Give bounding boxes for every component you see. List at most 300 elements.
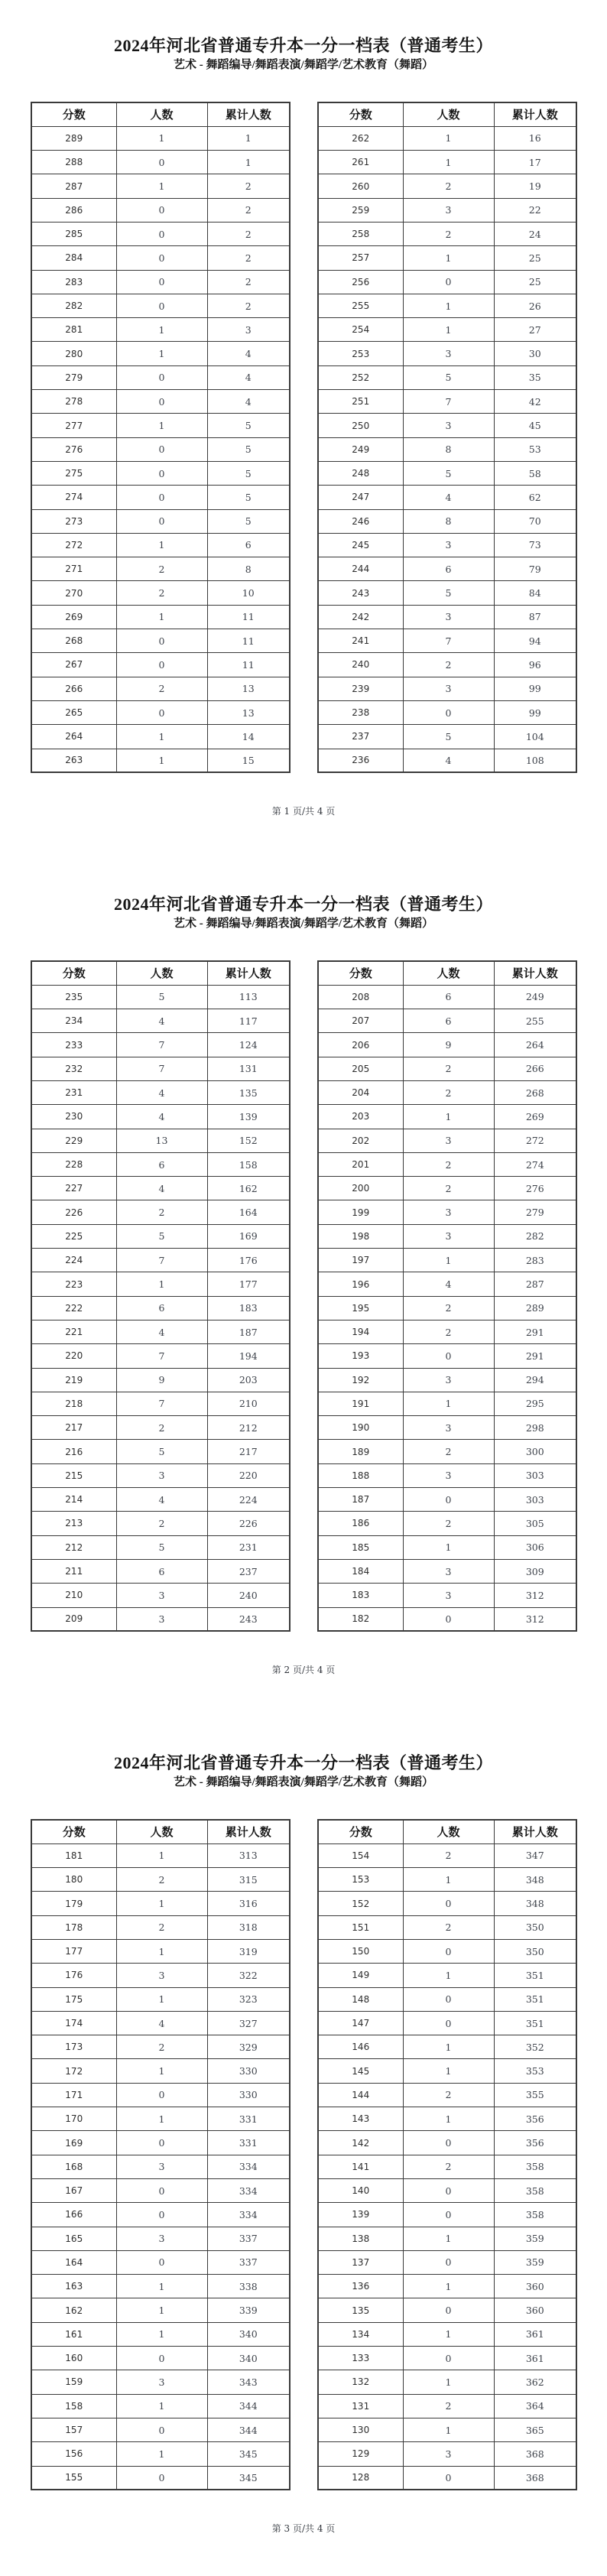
count-cell: 1 (403, 2322, 494, 2346)
score-cell: 261 (318, 151, 403, 174)
cumulative-cell: 359 (494, 2250, 576, 2274)
score-cell: 156 (31, 2442, 116, 2466)
score-cell: 143 (318, 2107, 403, 2131)
count-cell: 2 (116, 1416, 207, 1440)
table-row (318, 1344, 576, 1368)
table-row (31, 2466, 290, 2490)
count-cell: 4 (403, 749, 494, 772)
table-row (318, 2442, 576, 2466)
score-cell: 205 (318, 1057, 403, 1080)
cumulative-cell: 283 (494, 1249, 576, 1272)
cumulative-cell: 26 (494, 294, 576, 317)
table-row (31, 1296, 290, 1320)
cumulative-cell: 237 (207, 1559, 290, 1583)
table-row (31, 1344, 290, 1368)
count-cell: 1 (116, 1939, 207, 1963)
count-cell: 3 (116, 2155, 207, 2178)
table-row (318, 2083, 576, 2107)
count-cell: 2 (403, 1177, 494, 1200)
count-cell: 4 (116, 1177, 207, 1200)
count-cell: 1 (116, 414, 207, 437)
count-cell: 2 (403, 1440, 494, 1463)
count-cell: 0 (116, 246, 207, 270)
cumulative-cell: 295 (494, 1392, 576, 1415)
page-2 (0, 859, 607, 1717)
cumulative-cell: 5 (207, 509, 290, 533)
cumulative-cell: 365 (494, 2418, 576, 2441)
column-header-cumulative: 累计人数 (494, 961, 576, 985)
count-cell: 0 (403, 2466, 494, 2490)
score-cell: 142 (318, 2131, 403, 2155)
cumulative-cell: 347 (494, 1843, 576, 1867)
count-cell: 3 (116, 1964, 207, 1987)
table-row (318, 1320, 576, 1343)
cumulative-cell: 330 (207, 2083, 290, 2107)
score-cell: 209 (31, 1607, 116, 1631)
score-cell: 271 (31, 557, 116, 581)
count-cell: 1 (403, 246, 494, 270)
score-cell: 279 (31, 365, 116, 389)
table-row (31, 2155, 290, 2178)
table-row (318, 222, 576, 245)
score-cell: 149 (318, 1964, 403, 1987)
score-cell: 276 (31, 437, 116, 461)
score-cell: 275 (31, 461, 116, 485)
table-row (318, 1964, 576, 1987)
table-row (31, 414, 290, 437)
count-cell: 8 (403, 437, 494, 461)
table-row (31, 2418, 290, 2441)
table-row (318, 1843, 576, 1867)
table-row (31, 294, 290, 317)
table-row (31, 2298, 290, 2322)
cumulative-cell: 243 (207, 1607, 290, 1631)
cumulative-cell: 350 (494, 1939, 576, 1963)
count-cell: 3 (403, 533, 494, 557)
score-cell: 237 (318, 725, 403, 749)
table-row (318, 2250, 576, 2274)
score-cell: 226 (31, 1200, 116, 1224)
score-cell: 195 (318, 1296, 403, 1320)
score-cell: 201 (318, 1152, 403, 1176)
table-row (318, 1440, 576, 1463)
cumulative-cell: 322 (207, 1964, 290, 1987)
table-row (31, 605, 290, 629)
count-cell: 8 (403, 509, 494, 533)
table-row (318, 1152, 576, 1176)
cumulative-cell: 152 (207, 1129, 290, 1152)
score-cell: 213 (31, 1512, 116, 1535)
cumulative-cell: 316 (207, 1892, 290, 1915)
count-cell: 2 (403, 222, 494, 245)
count-cell: 0 (116, 390, 207, 414)
cumulative-cell: 3 (207, 318, 290, 342)
score-cell: 173 (31, 2035, 116, 2059)
cumulative-cell: 305 (494, 1512, 576, 1535)
count-cell: 3 (403, 605, 494, 629)
score-table-right (317, 102, 577, 773)
column-header-count: 人数 (403, 961, 494, 985)
score-cell: 287 (31, 174, 116, 198)
score-cell: 253 (318, 342, 403, 365)
table-row (31, 1463, 290, 1487)
table-row (318, 1177, 576, 1200)
table-row (318, 1416, 576, 1440)
table-row (31, 1057, 290, 1080)
score-cell: 267 (31, 653, 116, 677)
count-cell: 3 (403, 1559, 494, 1583)
cumulative-cell: 183 (207, 1296, 290, 1320)
cumulative-cell: 331 (207, 2131, 290, 2155)
column-header-count: 人数 (403, 1820, 494, 1843)
count-cell: 1 (116, 126, 207, 150)
cumulative-cell: 2 (207, 270, 290, 294)
table-row (318, 198, 576, 222)
score-cell: 172 (31, 2059, 116, 2083)
score-cell: 234 (31, 1009, 116, 1033)
cumulative-cell: 22 (494, 198, 576, 222)
score-cell: 161 (31, 2322, 116, 2346)
table-row (31, 1177, 290, 1200)
count-cell: 1 (116, 318, 207, 342)
score-cell: 260 (318, 174, 403, 198)
score-cell: 233 (31, 1033, 116, 1057)
score-cell: 133 (318, 2347, 403, 2370)
cumulative-cell: 203 (207, 1368, 290, 1392)
count-cell: 4 (403, 486, 494, 509)
cumulative-cell: 53 (494, 437, 576, 461)
table-row (318, 1488, 576, 1512)
cumulative-cell: 24 (494, 222, 576, 245)
cumulative-cell: 17 (494, 151, 576, 174)
score-cell: 219 (31, 1368, 116, 1392)
score-cell: 211 (31, 1559, 116, 1583)
cumulative-cell: 108 (494, 749, 576, 772)
count-cell: 3 (116, 1607, 207, 1631)
cumulative-cell: 312 (494, 1607, 576, 1631)
score-cell: 139 (318, 2203, 403, 2227)
table-row (318, 126, 576, 150)
cumulative-cell: 224 (207, 1488, 290, 1512)
table-row (318, 2466, 576, 2490)
count-cell: 2 (116, 1512, 207, 1535)
cumulative-cell: 62 (494, 486, 576, 509)
count-cell: 1 (116, 1843, 207, 1867)
cumulative-cell: 79 (494, 557, 576, 581)
table-row (318, 2370, 576, 2394)
count-cell: 3 (403, 2442, 494, 2466)
cumulative-cell: 323 (207, 1987, 290, 2011)
score-cell: 248 (318, 461, 403, 485)
cumulative-cell: 291 (494, 1320, 576, 1343)
score-cell: 174 (31, 2011, 116, 2035)
score-cell: 145 (318, 2059, 403, 2083)
table-row (318, 1607, 576, 1631)
cumulative-cell: 187 (207, 1320, 290, 1343)
table-row (31, 461, 290, 485)
count-cell: 5 (403, 461, 494, 485)
score-cell: 207 (318, 1009, 403, 1033)
table-row (31, 270, 290, 294)
table-row (318, 509, 576, 533)
score-cell: 282 (31, 294, 116, 317)
score-cell: 137 (318, 2250, 403, 2274)
score-cell: 221 (31, 1320, 116, 1343)
table-row (318, 270, 576, 294)
score-cell: 194 (318, 1320, 403, 1343)
score-cell: 215 (31, 1463, 116, 1487)
score-cell: 254 (318, 318, 403, 342)
count-cell: 1 (116, 1272, 207, 1296)
cumulative-cell: 42 (494, 390, 576, 414)
table-row (318, 1080, 576, 1104)
score-cell: 251 (318, 390, 403, 414)
cumulative-cell: 226 (207, 1512, 290, 1535)
table-row (31, 677, 290, 700)
cumulative-cell: 334 (207, 2155, 290, 2178)
score-cell: 281 (31, 318, 116, 342)
table-row (31, 1868, 290, 1892)
cumulative-cell: 45 (494, 414, 576, 437)
count-cell: 0 (403, 2298, 494, 2322)
count-cell: 1 (403, 151, 494, 174)
cumulative-cell: 2 (207, 294, 290, 317)
score-cell: 280 (31, 342, 116, 365)
score-cell: 136 (318, 2275, 403, 2298)
count-cell: 1 (403, 1249, 494, 1272)
table-row (318, 2155, 576, 2178)
cumulative-cell: 10 (207, 581, 290, 605)
count-cell: 7 (403, 390, 494, 414)
score-cell: 210 (31, 1584, 116, 1607)
score-cell: 144 (318, 2083, 403, 2107)
score-cell: 175 (31, 1987, 116, 2011)
column-header-score: 分数 (31, 961, 116, 985)
page-footer: 第 3 页/共 4 页 (271, 2523, 336, 2534)
count-cell: 2 (116, 1200, 207, 1224)
count-cell: 1 (116, 2107, 207, 2131)
cumulative-cell: 318 (207, 1915, 290, 1939)
table-row (31, 1843, 290, 1867)
cumulative-cell: 4 (207, 342, 290, 365)
table-row (31, 1584, 290, 1607)
table-row (31, 749, 290, 772)
table-row (318, 1296, 576, 1320)
cumulative-cell: 353 (494, 2059, 576, 2083)
score-cell: 198 (318, 1224, 403, 1248)
table-row (318, 174, 576, 198)
cumulative-cell: 169 (207, 1224, 290, 1248)
table-row (318, 1868, 576, 1892)
score-cell: 199 (318, 1200, 403, 1224)
table-row (31, 2370, 290, 2394)
count-cell: 1 (403, 2035, 494, 2059)
score-cell: 196 (318, 1272, 403, 1296)
cumulative-cell: 139 (207, 1105, 290, 1129)
table-header-row (318, 961, 576, 985)
cumulative-cell: 360 (494, 2275, 576, 2298)
table-row (318, 461, 576, 485)
table-row (318, 653, 576, 677)
cumulative-cell: 131 (207, 1057, 290, 1080)
score-cell: 186 (318, 1512, 403, 1535)
cumulative-cell: 99 (494, 700, 576, 724)
page-subtitle: 艺术 - 舞蹈编导/舞蹈表演/舞蹈学/艺术教育（舞蹈） (174, 59, 433, 71)
cumulative-cell: 287 (494, 1272, 576, 1296)
score-cell: 164 (31, 2250, 116, 2274)
score-cell: 245 (318, 533, 403, 557)
count-cell: 4 (116, 1009, 207, 1033)
table-row (318, 1249, 576, 1272)
table-row (31, 2083, 290, 2107)
table-row (318, 2275, 576, 2298)
score-cell: 284 (31, 246, 116, 270)
table-row (31, 1152, 290, 1176)
cumulative-cell: 2 (207, 246, 290, 270)
count-cell: 1 (116, 1892, 207, 1915)
cumulative-cell: 356 (494, 2107, 576, 2131)
table-row (318, 1392, 576, 1415)
page-3 (0, 1717, 607, 2576)
table-row (31, 1607, 290, 1631)
cumulative-cell: 2 (207, 198, 290, 222)
table-row (31, 151, 290, 174)
count-cell: 0 (116, 486, 207, 509)
table-row (31, 1368, 290, 1392)
cumulative-cell: 298 (494, 1416, 576, 1440)
cumulative-cell: 329 (207, 2035, 290, 2059)
count-cell: 2 (403, 1843, 494, 1867)
score-cell: 214 (31, 1488, 116, 1512)
table-row (31, 1939, 290, 1963)
count-cell: 0 (116, 653, 207, 677)
count-cell: 0 (116, 365, 207, 389)
score-cell: 222 (31, 1296, 116, 1320)
score-cell: 231 (31, 1080, 116, 1104)
score-cell: 183 (318, 1584, 403, 1607)
cumulative-cell: 294 (494, 1368, 576, 1392)
cumulative-cell: 350 (494, 1915, 576, 1939)
table-row (31, 2442, 290, 2466)
count-cell: 5 (403, 725, 494, 749)
cumulative-cell: 309 (494, 1559, 576, 1583)
count-cell: 5 (403, 581, 494, 605)
table-row (318, 1535, 576, 1559)
table-row (318, 1057, 576, 1080)
score-table-left (31, 102, 291, 773)
table-row (318, 1939, 576, 1963)
table-row (31, 365, 290, 389)
table-row (31, 700, 290, 724)
score-cell: 212 (31, 1535, 116, 1559)
count-cell: 0 (403, 1987, 494, 2011)
count-cell: 4 (116, 1320, 207, 1343)
count-cell: 9 (116, 1368, 207, 1392)
cumulative-cell: 359 (494, 2227, 576, 2250)
count-cell: 2 (403, 1915, 494, 1939)
table-row (318, 2059, 576, 2083)
table-row (31, 198, 290, 222)
table-header-row (31, 1820, 290, 1843)
score-cell: 249 (318, 437, 403, 461)
count-cell: 0 (403, 1939, 494, 1963)
count-cell: 1 (403, 126, 494, 150)
score-cell: 250 (318, 414, 403, 437)
count-cell: 5 (403, 365, 494, 389)
count-cell: 2 (403, 2394, 494, 2418)
count-cell: 7 (116, 1249, 207, 1272)
cumulative-cell: 348 (494, 1868, 576, 1892)
count-cell: 0 (403, 1344, 494, 1368)
column-header-count: 人数 (403, 102, 494, 126)
score-cell: 171 (31, 2083, 116, 2107)
cumulative-cell: 313 (207, 1843, 290, 1867)
table-row (318, 365, 576, 389)
count-cell: 1 (403, 1964, 494, 1987)
cumulative-cell: 312 (494, 1584, 576, 1607)
count-cell: 1 (116, 174, 207, 198)
score-cell: 197 (318, 1249, 403, 1272)
score-cell: 289 (31, 126, 116, 150)
table-row (31, 126, 290, 150)
score-cell: 273 (31, 509, 116, 533)
score-cell: 203 (318, 1105, 403, 1129)
score-cell: 255 (318, 294, 403, 317)
cumulative-cell: 264 (494, 1033, 576, 1057)
score-cell: 230 (31, 1105, 116, 1129)
score-cell: 228 (31, 1152, 116, 1176)
cumulative-cell: 291 (494, 1344, 576, 1368)
cumulative-cell: 362 (494, 2370, 576, 2394)
cumulative-cell: 99 (494, 677, 576, 700)
table-row (318, 294, 576, 317)
count-cell: 3 (403, 342, 494, 365)
table-row (31, 1392, 290, 1415)
score-cell: 158 (31, 2394, 116, 2418)
table-row (31, 2131, 290, 2155)
table-row (31, 2035, 290, 2059)
count-cell: 0 (116, 509, 207, 533)
page-footer: 第 1 页/共 4 页 (271, 806, 336, 817)
count-cell: 3 (403, 1224, 494, 1248)
count-cell: 0 (403, 2250, 494, 2274)
table-row (318, 246, 576, 270)
cumulative-cell: 164 (207, 1200, 290, 1224)
score-cell: 263 (31, 749, 116, 772)
count-cell: 3 (116, 2227, 207, 2250)
count-cell: 1 (403, 318, 494, 342)
score-cell: 258 (318, 222, 403, 245)
cumulative-cell: 176 (207, 1249, 290, 1272)
count-cell: 0 (403, 1607, 494, 1631)
table-row (31, 1320, 290, 1343)
count-cell: 1 (403, 1535, 494, 1559)
table-row (31, 2227, 290, 2250)
cumulative-cell: 356 (494, 2131, 576, 2155)
table-row (31, 2203, 290, 2227)
score-cell: 269 (31, 605, 116, 629)
cumulative-cell: 255 (494, 1009, 576, 1033)
table-row (318, 629, 576, 653)
score-table-left (31, 1819, 291, 2490)
column-header-cumulative: 累计人数 (207, 102, 290, 126)
score-cell: 152 (318, 1892, 403, 1915)
score-cell: 229 (31, 1129, 116, 1152)
count-cell: 0 (403, 2178, 494, 2202)
cumulative-cell: 16 (494, 126, 576, 150)
cumulative-cell: 339 (207, 2298, 290, 2322)
count-cell: 1 (116, 725, 207, 749)
